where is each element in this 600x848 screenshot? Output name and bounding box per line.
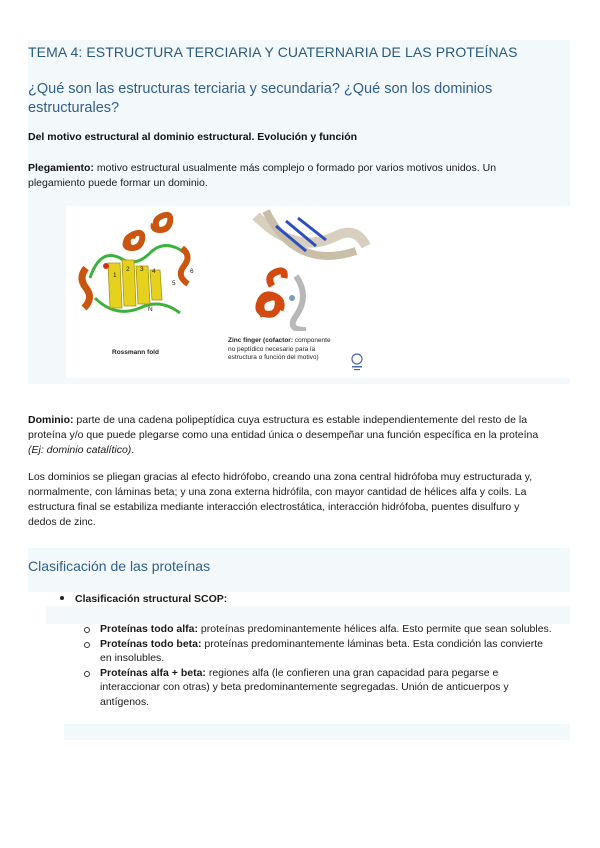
dominio-end: . [131, 444, 135, 456]
rossmann-caption: Rossmann fold [112, 349, 159, 356]
plegamiento-term: Plegamiento: [28, 162, 94, 174]
circle-bullet-icon [84, 627, 90, 633]
plegamiento-text: motivo estructural usualmente más complejo o formado por varios motivos unidos. Un plegamiento puede formar un dominio. [28, 162, 497, 189]
zinc-finger-image [236, 206, 376, 331]
zinc-finger-caption-bold: Zinc finger (cofactor: [228, 337, 294, 344]
item-term: Proteínas alfa + beta: [100, 666, 206, 679]
list-title: Clasificación structural SCOP: [75, 593, 228, 605]
zinc-finger-caption-text: componente no peptídico necesario para la estructura o función del motivo) [228, 337, 331, 361]
subsection-title: Del motivo estructural al dominio estructural. Evolución y función [28, 131, 358, 143]
list-item [84, 622, 554, 637]
list-end-band [64, 724, 570, 740]
dominio-example: (Ej: dominio catalítico) [28, 444, 132, 456]
dominios-paragraph: Los dominios se pliegan gracias al efecto hidrófobo, creando una zona central hidrófoba muy estructurada y, normalmente, con láminas beta; y una zona externa hidrófila, con mayor cantidad de hélices alfa y coils. La estructura final se estabiliza mediante interacción electrostática, interacción hidrófoba, puentes disulfuro y dedos de zinc. [28, 471, 533, 528]
rossmann-fold-image [70, 208, 210, 348]
figure-label: 5 [172, 280, 176, 287]
figure-label: 2 [126, 266, 130, 273]
list-item [60, 593, 227, 605]
bullet-icon [60, 596, 64, 600]
item-term: Proteínas todo alfa: [100, 623, 199, 635]
item-text: proteínas predominantemente láminas beta. Esta condición las convierte en insolubles. [100, 637, 543, 664]
figure-side-band [28, 206, 66, 384]
circle-bullet-icon [84, 671, 90, 677]
university-logo-icon [348, 352, 366, 372]
figure-label: N [148, 306, 153, 313]
dominio-term: Dominio: [28, 414, 74, 426]
plegamiento-paragraph [28, 161, 548, 191]
dominio-paragraph [28, 413, 548, 458]
item-term: Proteínas todo beta: [100, 637, 202, 650]
list-item [84, 637, 554, 666]
sub-list [84, 622, 554, 709]
dominio-text: parte de una cadena polipeptídica cuya estructura es estable independientemente del resto de la proteína y/o que puede plegarse como una entidad única o desempeñar una función específica en la proteína [28, 414, 539, 441]
figure-label: 6 [190, 268, 194, 275]
figure-bottom-band [28, 378, 570, 384]
figure-label: 3 [140, 266, 144, 273]
list-item [84, 666, 554, 710]
item-text: proteínas predominantemente hélices alfa. Esto permite que sean solubles. [198, 623, 552, 635]
section-title: Clasificación de las proteínas [28, 558, 211, 574]
page-title: TEMA 4: ESTRUCTURA TERCIARIA Y CUATERNARIA DE LAS PROTEÍNAS [28, 44, 518, 60]
item-text: regiones alfa (le confieren una gran capacidad para pegarse e interaccionar con otras) y beta predominantemente segregadas. Unión de anticuerpos y antígenos. [100, 666, 509, 708]
protein-structures-figure [66, 206, 368, 378]
zinc-finger-caption [228, 337, 338, 363]
circle-bullet-icon [84, 642, 90, 648]
figure-label: 4 [152, 268, 156, 275]
section-question: ¿Qué son las estructuras terciaria y secundaria? ¿Qué son los dominios estructurales? [28, 81, 493, 116]
figure-label: 1 [113, 272, 117, 279]
